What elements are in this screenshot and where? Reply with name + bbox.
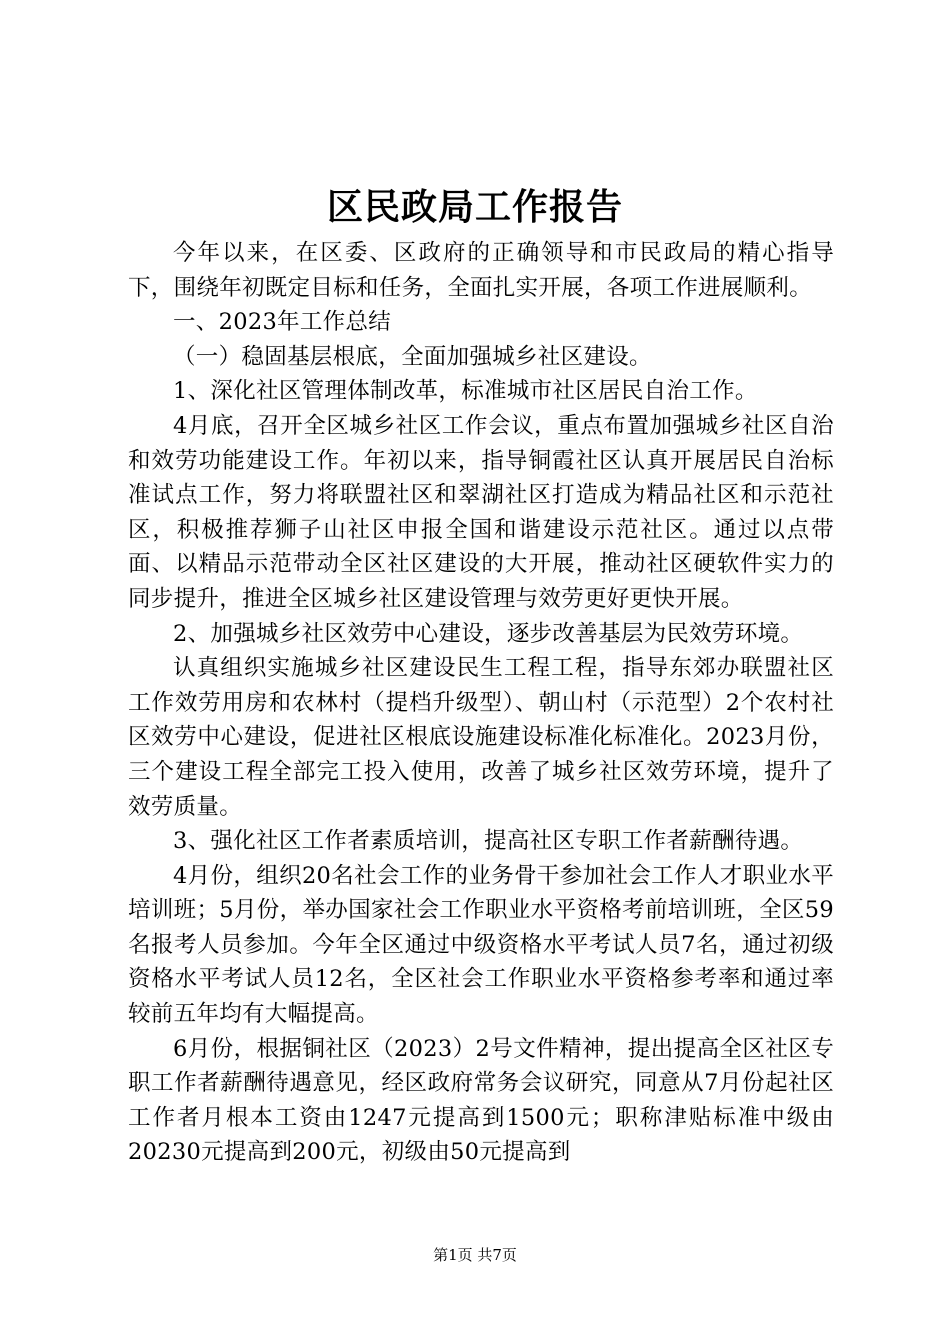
document-body (128, 236, 834, 1170)
paragraph-training: 4月份，组织20名社会工作的业务骨干参加社会工作人才职业水平培训班；5月份，举办国家社会工作职业水平资格考前培训班，全区59名报考人员参加。今年全区通过中级资格水平考试人员7名，通过初级资格水平考试人员12名，全区社会工作职业水平资格参考率和通过率较前五年均有大幅提高。 (128, 862, 834, 1028)
paragraph-item-two: 认真组织实施城乡社区建设民生工程工程，指导东郊办联盟社区工作效劳用房和农林村（提档升级型）、朝山村（示范型）2个农村社区效劳中心建设，促进社区根底设施建设标准化标准化。2023月份，三个建设工程全部完工投入使用，改善了城乡社区效劳环境，提升了效劳质量。 (128, 655, 834, 820)
heading-section-one: 一、2023年工作总结 (173, 309, 392, 336)
heading-item-three: 3、强化社区工作者素质培训，提高社区专职工作者薪酬待遇。 (173, 828, 804, 855)
heading-item-two: 2、加强城乡社区效劳中心建设，逐步改善基层为民效劳环境。 (173, 620, 804, 647)
document-title: 区民政局工作报告 (326, 186, 623, 228)
paragraph-intro: 今年以来，在区委、区政府的正确领导和市民政局的精心指导下，围绕年初既定目标和任务，全面扎实开展，各项工作进展顺利。 (128, 240, 834, 301)
heading-item-one: 1、深化社区管理体制改革，标准城市社区居民自治工作。 (173, 378, 758, 405)
paragraph-item-one: 4月底，召开全区城乡社区工作会议，重点布置加强城乡社区自治和效劳功能建设工作。年初以来，指导铜霞社区认真开展居民自治标准试点工作，努力将联盟社区和翠湖社区打造成为精品社区和示范社区，积极推荐狮子山社区申报全国和谐建设示范社区。通过以点带面、以精品示范带动全区社区建设的大开展，推动社区硬软件实力的同步提升，推进全区城乡社区建设管理与效劳更好更快开展。 (128, 412, 834, 612)
paragraph-salary: 6月份，根据铜社区（2023）2号文件精神，提出提高全区社区专职工作者薪酬待遇意见，经区政府常务会议研究，同意从7月份起社区工作者月根本工资由1247元提高到1500元；职称津贴标准中级由20230元提高到200元，初级由50元提高到 (128, 1035, 834, 1166)
heading-subsection-one: （一）稳固基层根底，全面加强城乡社区建设。 (173, 343, 652, 370)
page-footer: 第1页 共7页 (433, 1246, 517, 1264)
